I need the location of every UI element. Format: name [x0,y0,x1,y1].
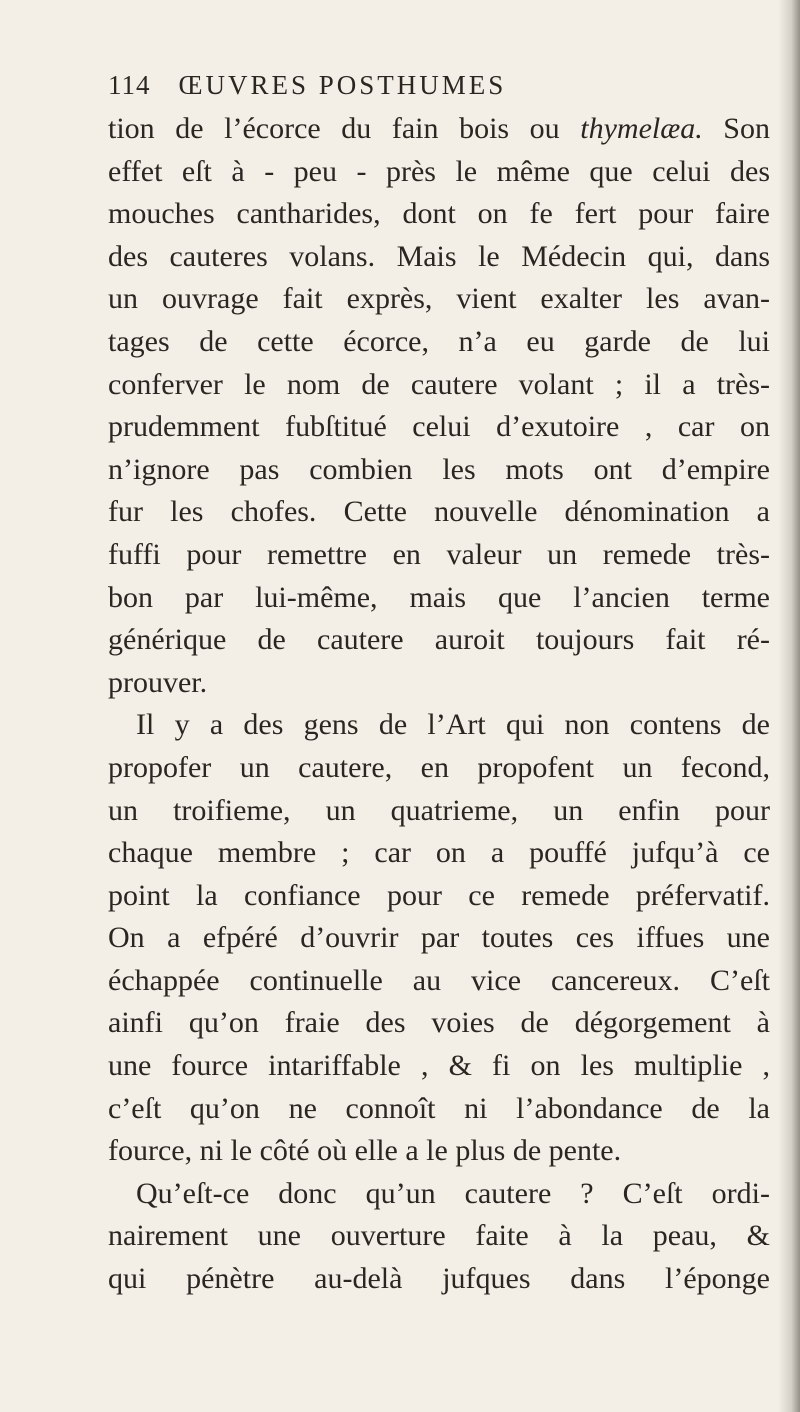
running-title: ŒUVRES POSTHUMES [178,70,507,100]
paragraph-start-line: Il y a des gens de l’Art qui non contens de [136,708,770,742]
text-line: effet eſt à - peu - près le même que celui des [108,154,770,188]
page-edge-shadow [778,0,800,1412]
running-header [108,70,768,110]
text-line: qui pénètre au-delà jufques dans l’éponge [108,1262,770,1296]
text-line: c’eſt qu’on ne connoît ni l’abondance de la [108,1091,770,1125]
paragraph-end-line: prouver. [108,665,208,699]
text-line: ainfi qu’on fraie des voies de dégorgement à [108,1006,770,1040]
text-line: chaque membre ; car on a pouffé jufqu’à ce [108,836,770,870]
text-line: On a efpéré d’ouvrir par toutes ces iffues une [108,921,770,955]
text-line: une fource intariffable , & fi on les multiplie , [108,1049,770,1083]
text-line: générique de cautere auroit toujours fait ré- [108,623,770,657]
body-text [108,108,770,1301]
text-line: bon par lui-même, mais que l’ancien terme [108,580,770,614]
text-line: nairement une ouverture faite à la peau, & [108,1219,770,1253]
text-line: point la confiance pour ce remede préfervatif. [108,878,770,912]
italic-term: thymelæa. [580,112,703,145]
text-line: n’ignore pas combien les mots ont d’empire [108,452,770,486]
text-line: tages de cette écorce, n’a eu garde de lui [108,324,770,358]
text-line: tion de l’écorce du fain bois ou thymelæa. Son [108,112,770,145]
text-line: mouches cantharides, dont on fe fert pour faire [108,197,770,231]
text-line: des cauteres volans. Mais le Médecin qui, dans [108,239,770,273]
text-line: conferver le nom de cautere volant ; il a très- [108,367,770,401]
paragraph-start-line: Qu’eſt-ce donc qu’un cautere ? C’eſt ordi- [136,1176,770,1210]
text-line: échappée continuelle au vice cancereux. C’eſt [108,963,770,997]
text-line: fur les chofes. Cette nouvelle dénomination a [108,495,770,529]
text-line: un ouvrage fait exprès, vient exalter les avan- [108,282,770,316]
text-line: un troifieme, un quatrieme, un enfin pour [108,793,770,827]
page-number: 114 [108,70,151,100]
text-line: fuffi pour remettre en valeur un remede très- [108,537,770,571]
text-line: prudemment fubſtitué celui d’exutoire , car on [108,410,770,444]
paragraph-end-line: fource, ni le côté où elle a le plus de pente. [108,1134,622,1168]
text-line: propofer un cautere, en propofent un fecond, [108,750,770,784]
